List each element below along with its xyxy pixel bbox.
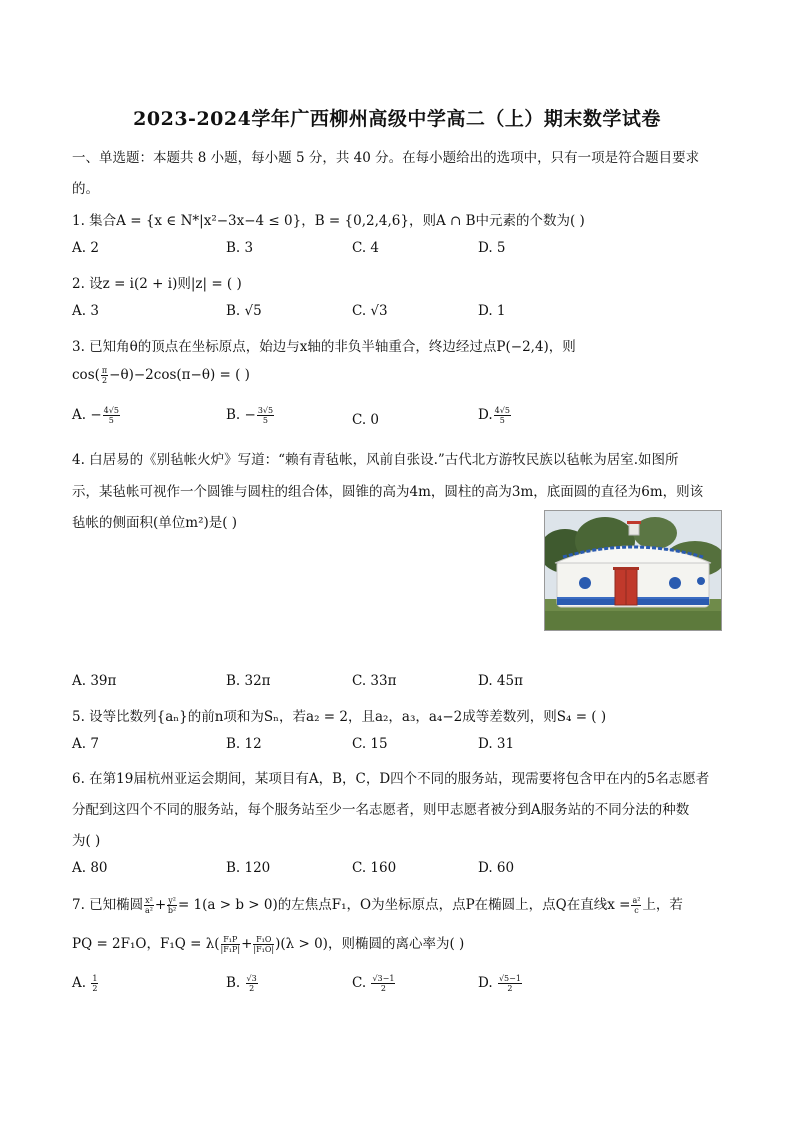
q3-expr-part-b: −θ)−2cos(π−θ) = ( ) bbox=[109, 367, 250, 383]
q6-option-b: B. 120 bbox=[226, 860, 271, 876]
yurt-illustration bbox=[545, 511, 721, 630]
q7-frac-x2a2-den: a² bbox=[145, 906, 154, 915]
q7-l1-text-c: 上，若 bbox=[642, 897, 683, 913]
q7-opt-a-fraction bbox=[91, 974, 98, 993]
q7-opt-c-label: C. bbox=[352, 975, 367, 991]
q7-l1-plus: + bbox=[154, 897, 167, 913]
q7-opt-d-num: √5−1 bbox=[498, 974, 521, 983]
q7-opt-b-den: 2 bbox=[249, 984, 255, 993]
q5-option-c: C. 15 bbox=[352, 736, 388, 752]
q7-opt-d-den: 2 bbox=[507, 984, 513, 993]
question-3-expression bbox=[72, 366, 250, 385]
section-heading-cont: 的。 bbox=[72, 181, 99, 197]
question-3-stem: 3. 已知角θ的顶点在坐标原点，始边与x轴的非负半轴重合，终边经过点P(−2,4)，则 bbox=[72, 339, 576, 355]
question-6-line-3: 为( ) bbox=[72, 833, 101, 849]
q7-frac-y2b2 bbox=[167, 896, 177, 915]
q3-fraction bbox=[101, 366, 108, 385]
q7-opt-a-num: 1 bbox=[92, 974, 98, 983]
q3-option-a bbox=[72, 406, 121, 425]
q3-opt-a-label: A. − bbox=[72, 407, 102, 423]
q7-frac-f1p-num: F₁P bbox=[221, 935, 241, 945]
question-6-line-1: 6. 在第19届杭州亚运会期间，某项目有A，B，C，D四个不同的服务站，现需要将包含甲在内的5名志愿者 bbox=[72, 771, 710, 787]
q7-l2-text-a: PQ = 2F₁O，F₁Q = λ( bbox=[72, 936, 220, 952]
q3-frac-numerator: π bbox=[101, 366, 108, 375]
question-4-line-1: 4. 白居易的《别毡帐火炉》写道：“赖有青毡帐，风前自张设.”古代北方游牧民族以毡帐为居室.如图所 bbox=[72, 452, 679, 468]
q1-option-b: B. 3 bbox=[226, 240, 254, 256]
q3-option-d bbox=[478, 406, 512, 425]
q3-option-c: C. 0 bbox=[352, 412, 380, 428]
q7-l1-text-b: = 1(a > b > 0)的左焦点F₁，O为坐标原点，点P在椭圆上，点Q在直线x = bbox=[177, 897, 631, 913]
q1-option-a: A. 2 bbox=[72, 240, 99, 256]
q1-option-c: C. 4 bbox=[352, 240, 380, 256]
q3-opt-d-label: D. bbox=[478, 407, 493, 423]
q3-opt-d-den: 5 bbox=[499, 416, 505, 425]
q6-option-d: D. 60 bbox=[478, 860, 515, 876]
q7-frac-a2c-den: c bbox=[634, 906, 639, 915]
question-7-line-1 bbox=[72, 893, 683, 915]
q7-opt-d-fraction bbox=[498, 974, 522, 993]
q4-option-b: B. 32π bbox=[226, 673, 271, 689]
q7-frac-x2a2 bbox=[144, 896, 154, 915]
q5-option-b: B. 12 bbox=[226, 736, 262, 752]
q6-option-c: C. 160 bbox=[352, 860, 397, 876]
q7-frac-f1o-den: |F₁O| bbox=[253, 945, 275, 954]
yurt-photo bbox=[544, 510, 722, 631]
q7-opt-c-num: √3−1 bbox=[372, 974, 395, 983]
q7-opt-c-den: 2 bbox=[380, 984, 386, 993]
q7-opt-a-label: A. bbox=[72, 975, 87, 991]
q7-opt-d-label: D. bbox=[478, 975, 493, 991]
q3-opt-b-den: 5 bbox=[262, 416, 269, 425]
question-4-line-2: 示，某毡帐可视作一个圆锥与圆柱的组合体，圆锥的高为4m，圆柱的高为3m，底面圆的直径为6m，则该 bbox=[72, 484, 704, 500]
q1-option-d: D. 5 bbox=[478, 240, 506, 256]
q3-opt-a-fraction bbox=[103, 406, 120, 425]
question-6-line-2: 分配到这四个不同的服务站，每个服务站至少一名志愿者，则甲志愿者被分到A服务站的不同分法的种数 bbox=[72, 802, 690, 818]
q4-option-a: A. 39π bbox=[72, 673, 117, 689]
q7-opt-b-label: B. bbox=[226, 975, 241, 991]
q6-option-a: A. 80 bbox=[72, 860, 108, 876]
q7-frac-y2b2-num: y² bbox=[168, 896, 176, 905]
q7-l2-plus: + bbox=[241, 936, 253, 952]
q3-opt-a-den: 5 bbox=[108, 416, 114, 425]
q7-frac-a2c bbox=[631, 896, 641, 915]
q7-opt-b-num: √3 bbox=[246, 974, 257, 983]
q7-frac-x2a2-num: x² bbox=[145, 896, 153, 905]
q3-option-b bbox=[226, 406, 275, 425]
q7-option-b bbox=[226, 974, 259, 993]
question-2-stem: 2. 设z = i(2 + i)则|z| = ( ) bbox=[72, 276, 242, 292]
q7-l2-text-b: )(λ > 0)，则椭圆的离心率为( ) bbox=[275, 936, 465, 952]
q7-opt-a-den: 2 bbox=[92, 984, 98, 993]
q7-opt-c-fraction bbox=[371, 974, 395, 993]
q7-frac-a2c-num: a² bbox=[632, 896, 641, 905]
q4-option-c: C. 33π bbox=[352, 673, 397, 689]
q7-frac-f1p bbox=[221, 935, 241, 954]
section-heading: 一、单选题：本题共 8 小题，每小题 5 分，共 40 分。在每小题给出的选项中，只有一项是符合题目要求 bbox=[72, 150, 700, 166]
question-4-line-3: 毡帐的侧面积(单位m²)是( ) bbox=[72, 515, 238, 531]
q2-option-b: B. √5 bbox=[226, 303, 262, 319]
q7-frac-f1o bbox=[253, 935, 274, 954]
q5-option-d: D. 31 bbox=[478, 736, 515, 752]
q3-opt-a-num: 4√5 bbox=[103, 406, 119, 415]
question-7-line-2 bbox=[72, 932, 464, 954]
q7-opt-b-fraction bbox=[246, 974, 258, 993]
q4-option-d: D. 45π bbox=[478, 673, 523, 689]
q3-opt-d-fraction bbox=[494, 406, 511, 425]
q3-opt-d-num: 4√5 bbox=[494, 406, 510, 415]
q7-frac-f1o-num: F₁O bbox=[253, 935, 274, 945]
q3-opt-b-fraction bbox=[257, 406, 274, 425]
question-1-stem: 1. 集合A = {x ∈ N*|x²−3x−4 ≤ 0}，B = {0,2,4,6}，则A ∩ B中元素的个数为( ) bbox=[72, 213, 585, 229]
q7-option-c bbox=[352, 974, 396, 993]
q7-frac-y2b2-den: b² bbox=[167, 906, 177, 915]
q5-option-a: A. 7 bbox=[72, 736, 99, 752]
q7-frac-f1p-den: |F₁P| bbox=[220, 945, 241, 954]
q7-option-d bbox=[478, 974, 523, 993]
q2-option-a: A. 3 bbox=[72, 303, 99, 319]
question-5-stem: 5. 设等比数列{aₙ}的前n项和为Sₙ，若a₂ = 2，且a₂，a₃，a₄−2成等差数列，则S₄ = ( ) bbox=[72, 709, 607, 725]
q2-option-c: C. √3 bbox=[352, 303, 388, 319]
q3-opt-b-num: 3√5 bbox=[257, 406, 274, 415]
page-title: 2023-2024学年广西柳州高级中学高二（上）期末数学试卷 bbox=[133, 108, 661, 130]
q7-l1-text-a: 7. 已知椭圆 bbox=[72, 897, 144, 913]
q3-frac-denominator: 2 bbox=[101, 376, 108, 385]
q2-option-d: D. 1 bbox=[478, 303, 506, 319]
q3-opt-b-label: B. − bbox=[226, 407, 256, 423]
q7-option-a bbox=[72, 974, 99, 993]
q3-expr-part-a: cos( bbox=[72, 367, 100, 383]
